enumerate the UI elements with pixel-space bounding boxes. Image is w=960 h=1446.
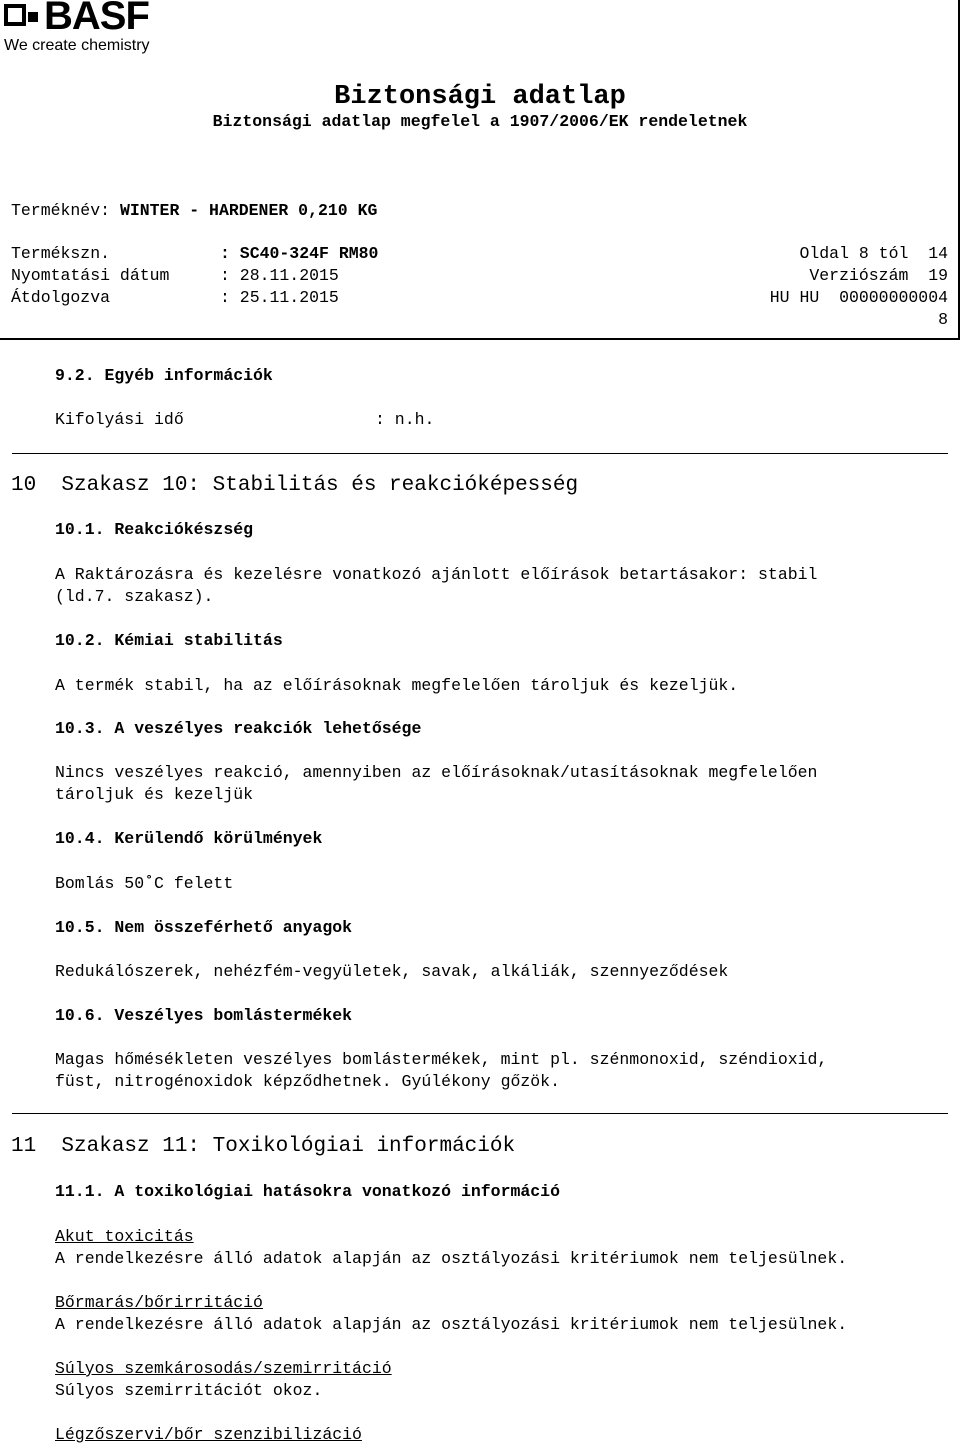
- hazard-title: Akut toxicitás: [55, 1227, 194, 1246]
- subsection-text: Magas hőmésékleten veszélyes bomlástermékek, mint pl. szénmonoxid, széndioxid,: [55, 1050, 828, 1069]
- section-title: 10 Szakasz 10: Stabilitás és reakcióképesség: [11, 474, 579, 497]
- subsection-title: 10.1. Reakciókészség: [55, 520, 254, 539]
- hazard-text: Súlyos szemirritációt okoz.: [55, 1381, 323, 1400]
- brand-logo-text: BASF: [44, 0, 149, 38]
- header-row-value: : 28.11.2015: [220, 266, 339, 285]
- subsection-text: Bomlás 50˚C felett: [55, 874, 234, 893]
- header-row-value: : SC40-324F RM80: [220, 244, 379, 263]
- hazard-title: Légzőszervi/bőr szenzibilizáció: [55, 1425, 362, 1444]
- subsection-title: 10.4. Kerülendő körülmények: [55, 829, 323, 848]
- subsection-text: A termék stabil, ha az előírásoknak megfelelően tároljuk és kezeljük.: [55, 676, 739, 695]
- hazard-text: A rendelkezésre álló adatok alapján az osztályozási kritériumok nem teljesülnek.: [55, 1249, 848, 1268]
- subsection-text: A Raktározásra és kezelésre vonatkozó ajánlott előírások betartásakor: stabil: [55, 565, 818, 584]
- header-row-label: Termékszn.: [11, 244, 111, 263]
- subsection-text: (ld.7. szakasz).: [55, 587, 214, 606]
- product-label: Terméknév:: [11, 201, 111, 220]
- subsection-text: tároljuk és kezeljük: [55, 785, 254, 804]
- subsection-title: 10.5. Nem összeférhető anyagok: [55, 918, 353, 937]
- basf-logo-icon: [4, 4, 34, 28]
- document-code: HU HU 00000000004: [769, 288, 948, 307]
- section-divider: [12, 1113, 948, 1114]
- subsection-title: 10.2. Kémiai stabilitás: [55, 631, 283, 650]
- field-value: : n.h.: [375, 410, 435, 429]
- document-subtitle: Biztonsági adatlap megfelel a 1907/2006/EK rendeletnek: [212, 112, 748, 131]
- subsection-title: 10.6. Veszélyes bomlástermékek: [55, 1006, 353, 1025]
- subsection-text: Redukálószerek, nehézfém-vegyületek, savak, alkáliák, szennyeződések: [55, 962, 729, 981]
- hazard-title: Súlyos szemkárosodás/szemirritáció: [55, 1359, 392, 1378]
- hazard-title: Bőrmarás/bőrirritáció: [55, 1293, 263, 1312]
- subsection-text: füst, nitrogénoxidok képződhetnek. Gyúlékony gőzök.: [55, 1072, 560, 1091]
- field-label: Kifolyási idő: [55, 410, 184, 429]
- version-number: Verziószám 19: [809, 266, 948, 285]
- section-heading: 9.2. Egyéb információk: [55, 366, 273, 385]
- brand-tagline: We create chemistry: [4, 37, 150, 54]
- header-row-label: Nyomtatási dátum: [11, 266, 170, 285]
- header-row-label: Átdolgozva: [11, 288, 111, 307]
- document-code-suffix: 8: [938, 310, 948, 329]
- subsection-title: 10.3. A veszélyes reakciók lehetősége: [55, 719, 422, 738]
- page-indicator: Oldal 8 tól 14: [799, 244, 948, 263]
- header-row-value: : 25.11.2015: [220, 288, 339, 307]
- section-divider: [12, 453, 948, 454]
- hazard-text: A rendelkezésre álló adatok alapján az osztályozási kritériumok nem teljesülnek.: [55, 1315, 848, 1334]
- subsection-text: Nincs veszélyes reakció, amennyiben az előírásoknak/utasításoknak megfelelően: [55, 763, 818, 782]
- section-title: 11 Szakasz 11: Toxikológiai információk: [11, 1135, 516, 1158]
- product-name: WINTER - HARDENER 0,210 KG: [119, 201, 378, 220]
- document-title: Biztonsági adatlap: [334, 82, 626, 112]
- product-name-row: [11, 200, 377, 222]
- subsection-title: 11.1. A toxikológiai hatásokra vonatkozó információ: [55, 1182, 560, 1201]
